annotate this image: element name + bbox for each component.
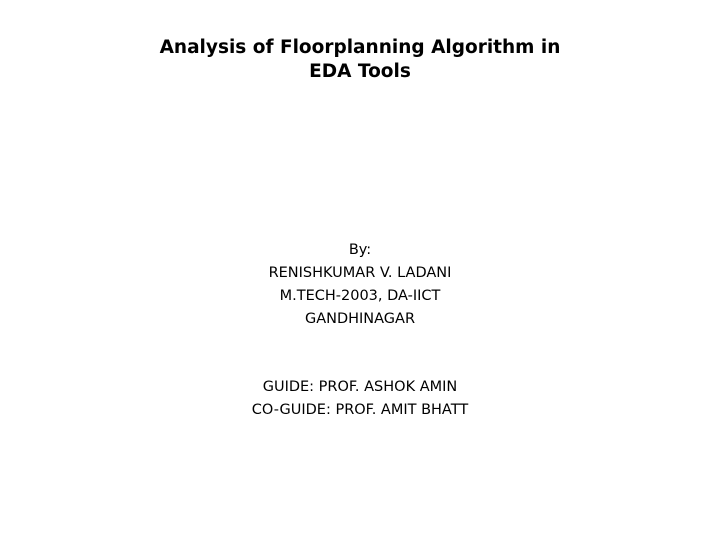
slide-title-line-2: EDA Tools: [309, 61, 411, 82]
by-label: By:: [348, 242, 372, 258]
author-program: M.TECH-2003, DA-IICT: [279, 288, 441, 304]
slide-title: [0, 36, 720, 84]
author-location: GANDHINAGAR: [304, 311, 416, 327]
author-name: RENISHKUMAR V. LADANI: [268, 265, 452, 281]
guide-name: GUIDE: PROF. ASHOK AMIN: [262, 379, 458, 395]
guide-info: [0, 376, 720, 422]
co-guide-name: CO-GUIDE: PROF. AMIT BHATT: [251, 402, 469, 418]
author-info: [0, 239, 720, 331]
slide-title-line-1: Analysis of Floorplanning Algorithm in: [159, 37, 561, 58]
